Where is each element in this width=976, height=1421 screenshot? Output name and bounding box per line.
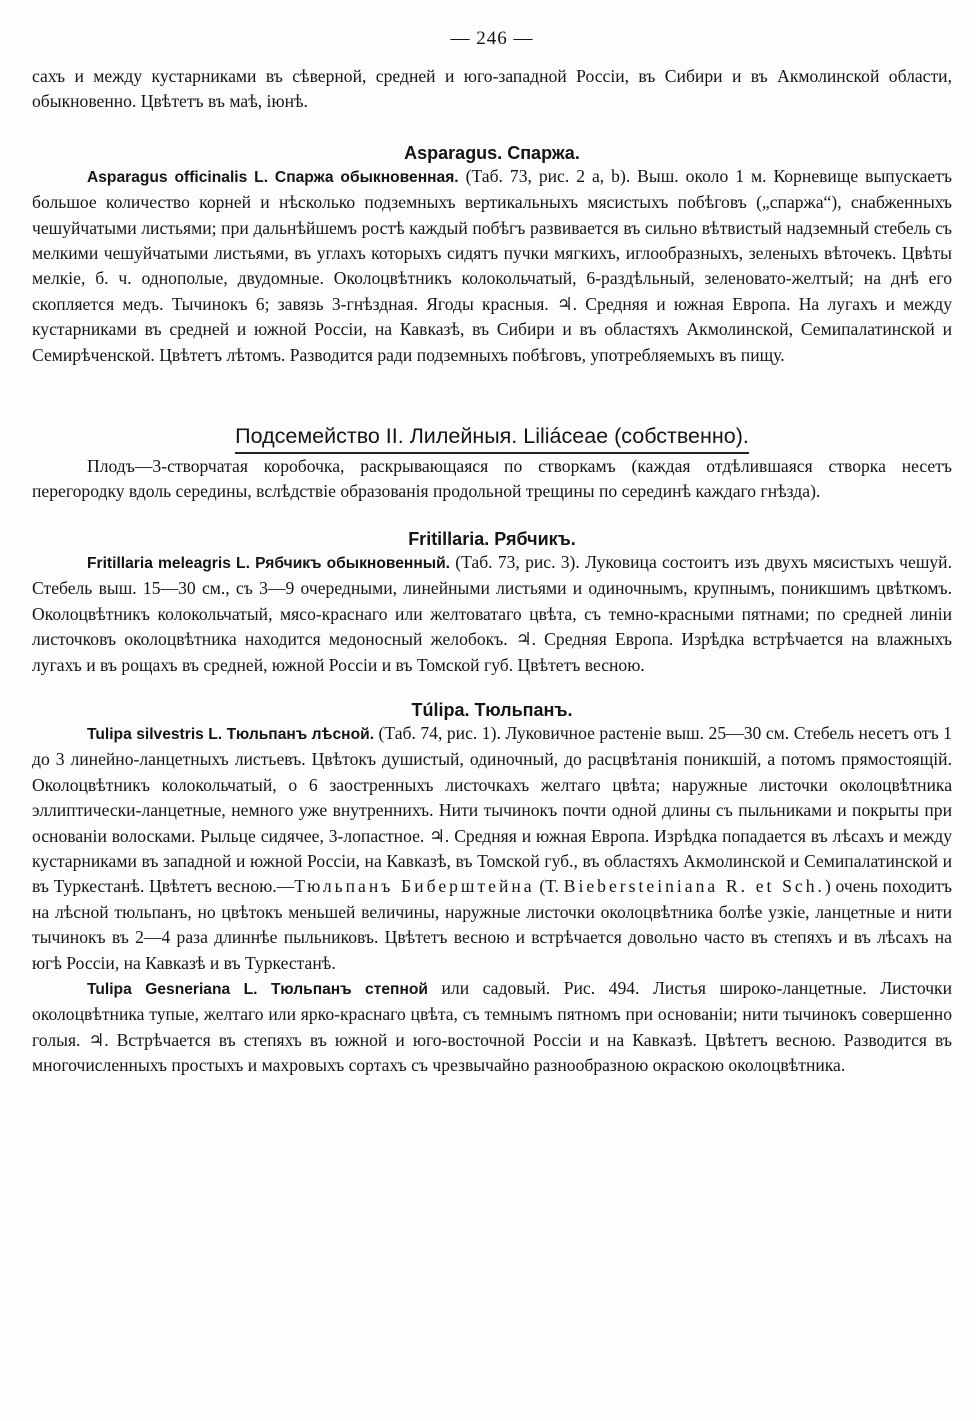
tulipa-bieberstein-name: Тюльпанъ Биберштейна	[294, 876, 535, 897]
fritillaria-species-name: Fritillaria meleagris L. Рябчикъ обыкновенный.	[87, 554, 450, 572]
tulipa-silvestris-species-name: Tulipa silvestris L. Тюльпанъ лѣсной.	[87, 725, 375, 743]
subfamily-heading	[32, 424, 952, 454]
asparagus-heading: Asparagus. Спаржа.	[404, 142, 580, 163]
page-number: — 246 —	[450, 28, 534, 49]
intro-paragraph: сахъ и между кустарниками въ сѣверной, средней и юго-западной Россіи, въ Сибири и въ Акмолинской области, обыкновенно. Цвѣтетъ въ маѣ, іюнѣ.	[32, 66, 952, 112]
tulipa-silvestris-description: (Таб. 74, рис. 1). Луковичное растеніе выш. 25—30 см. Стебель несетъ отъ 1 до 3 линейно-ланцетныхъ листьевъ. Цвѣтокъ душистый, одиночный, до расцвѣтанія поникшій, а потомъ прямостоящій. Околоцвѣтникъ колокольчатый, о 6 заостренныхъ листочкахъ желтаго цвѣта; наружные листочки околоцвѣтника эллиптически-ланцетные, немного уже внутреннихъ. Нити тычинокъ почти одной длины съ пыльниками и покрыты при основаніи волосками. Рыльце сидячее, 3-лопастное. ♃. Средняя и южная Европа. Изрѣдка попадается въ лѣсахъ и между кустарниками въ западной и южной Россіи, на Кавказѣ, въ Томской губ., въ областяхъ Акмолинской и Семипалатинской и въ Туркестанѣ. Цвѣтетъ весною.—	[32, 722, 952, 897]
fritillaria-heading: Fritillaria. Рябчикъ.	[408, 528, 576, 549]
tulipa-bieberstein-open: (T.	[534, 876, 564, 897]
fritillaria-description: (Таб. 73, рис. 3). Луковица состоитъ изъ двухъ мясистыхъ чешуй. Стебель выш. 15—30 см., съ 3—9 очередными, линейными листьями и одиночнымъ, крупнымъ, поникшимъ цвѣткомъ. Околоцвѣтникъ колокольчатый, мясо-краснаго или желтоватаго цвѣта, съ темно-красными пятнами; по средней линіи листочковъ околоцвѣтника находится медоносный желобокъ. ♃. Средняя Европа. Изрѣдка встрѣчается на влажныхъ лугахъ и въ рощахъ въ средней, южной Россіи и въ Томской губ. Цвѣтетъ весною.	[32, 551, 952, 675]
tulipa-gesneriana-paragraph	[32, 976, 952, 1079]
asparagus-paragraph	[32, 164, 952, 368]
tulipa-gesneriana-species-name: Tulipa Gesneriana L. Тюльпанъ степной	[87, 980, 428, 998]
fritillaria-paragraph	[32, 550, 952, 678]
tulipa-heading: Túlipa. Тюльпанъ.	[411, 699, 573, 720]
tulipa-bieberstein-description: ) очень походитъ на лѣсной тюльпанъ, но цвѣтокъ меньшей величины, наружные листочки околоцвѣтника болѣе узкіе, ланцетные и нити тычинокъ въ 2—4 раза длиннѣе пыльниковъ. Цвѣтетъ весною и встрѣчается довольно часто въ степяхъ и въ лѣсахъ на югѣ Россіи, на Кавказѣ и въ Туркестанѣ.	[32, 876, 952, 973]
tulipa-bieberstein-latin: Biebersteiniana R. et Sch.	[563, 876, 825, 897]
tulipa-silvestris-paragraph	[32, 721, 952, 976]
tulipa-gesneriana-description: или садовый. Рис. 494. Листья широко-ланцетные. Листочки околоцвѣтника тупые, желтаго или ярко-краснаго цвѣта, съ темнымъ пятномъ при основаніи; нити тычинокъ совершенно голыя. ♃. Встрѣчается въ степяхъ въ южной и юго-восточной Россіи и на Кавказѣ. Цвѣтетъ весною. Разводится въ многочисленныхъ простыхъ и махровыхъ сортахъ съ чрезвычайно разнообразною окраскою околоцвѣтника.	[32, 977, 953, 1076]
asparagus-species-name: Asparagus officinalis L. Спаржа обыкновенная.	[87, 168, 459, 186]
asparagus-description: (Таб. 73, рис. 2 a, b). Выш. около 1 м. Корневище выпускаетъ большое количество корней и нѣсколько подземныхъ вертикальныхъ мясистыхъ побѣговъ („спаржа“), снабженныхъ чешуйчатыми листьями; при дальнѣйшемъ ростѣ каждый побѣгъ развивается въ сильно вѣтвистый надземный стебель съ мелкими чешуйчатыми листьями, въ углахъ которыхъ сидятъ пучки мягкихъ, иглообразныхъ, зеленыхъ вѣточекъ. Цвѣты мелкіе, б. ч. однополые, двудомные. Околоцвѣтникъ колокольчатый, 6-раздѣльный, зеленовато-желтый; на днѣ его скопляется медъ. Тычинокъ 6; завязь 3-гнѣздная. Ягоды красныя. ♃. Средняя и южная Европа. На лугахъ и между кустарниками въ средней и южной Россіи, на Кавказѣ, въ Сибири и въ областяхъ Акмолинской, Семипалатинской и Семирѣченской. Цвѣтетъ лѣтомъ. Разводится ради подземныхъ побѣговъ, употребляемыхъ въ пищу.	[32, 165, 953, 365]
subfamily-paragraph: Плодъ—3-створчатая коробочка, раскрывающаяся по створкамъ (каждая отдѣлившаяся створка несетъ перегородку вдоль середины, вслѣдствіе образованія продольной трещины по серединѣ каждаго гнѣзда).	[32, 456, 952, 502]
subfamily-title: Подсемейство II. Лилейныя. Liliáceae (собственно).	[235, 424, 749, 454]
